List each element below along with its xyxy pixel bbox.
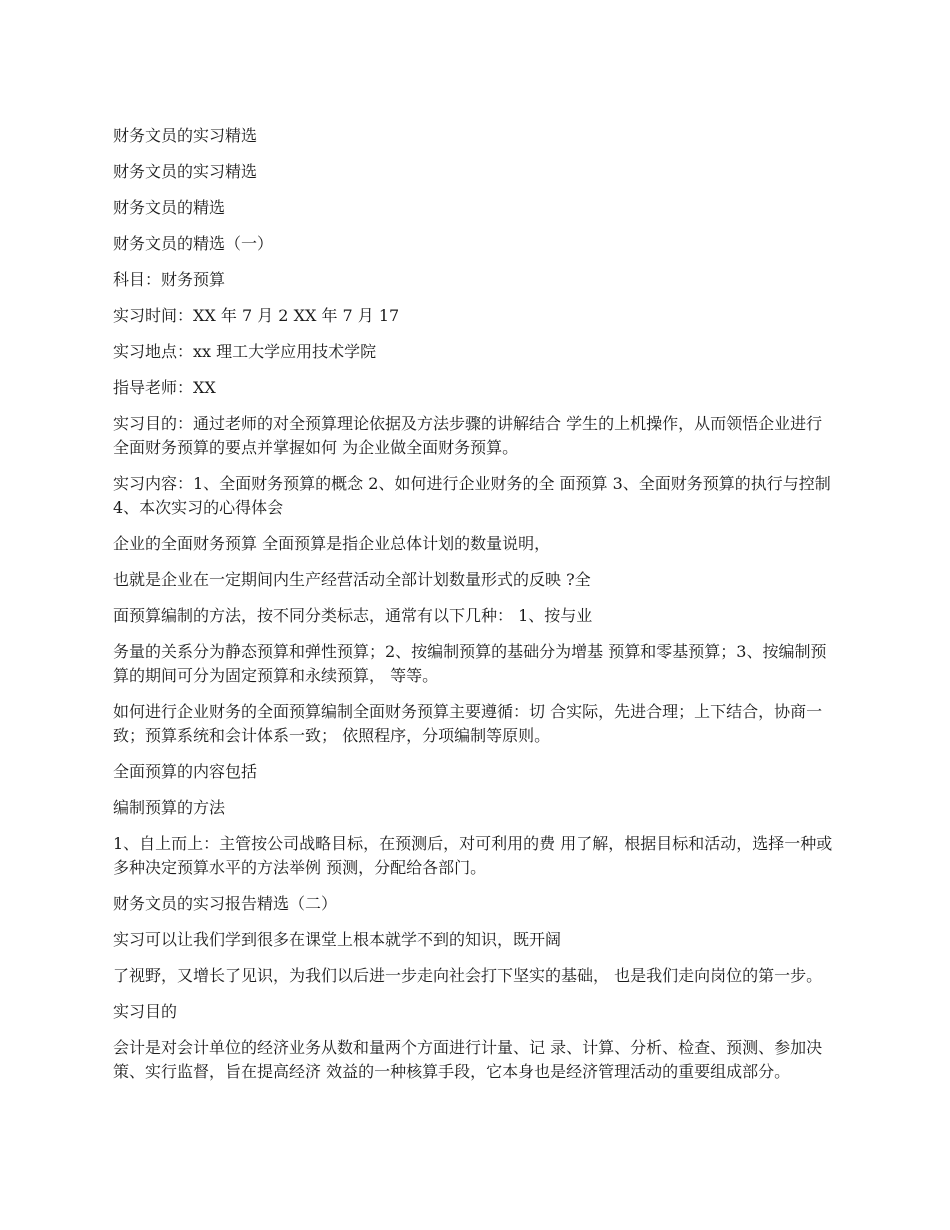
- body-paragraph: 会计是对会计单位的经济业务从数和量两个方面进行计量、记 录、计算、分析、检查、预测、参加决策、实行监督，旨在提高经济 效益的一种核算手段，它本身也是经济管理活动的重要组成部分。: [113, 1038, 823, 1081]
- body-paragraph: 企业的全面财务预算 全面预算是指企业总体计划的数量说明，: [113, 534, 551, 553]
- internship-time: 实习时间：XX 年 7 月 2 XX 年 7 月 17: [113, 306, 400, 325]
- body-paragraph: 务量的关系分为静态预算和弹性预算；2、按编制预算的基础分为增基 预算和零基预算；3、按编制预算的期间可分为固定预算和永续预算， 等等。: [113, 642, 827, 685]
- instructor-line: 指导老师：XX: [113, 378, 216, 397]
- body-paragraph: 实习可以让我们学到很多在课堂上根本就学不到的知识，既开阔: [113, 930, 562, 949]
- subheading: 编制预算的方法: [113, 798, 226, 817]
- internship-content: 实习内容：1、全面财务预算的概念 2、如何进行企业财务的全 面预算 3、全面财务预算的执行与控制 4、本次实习的心得体会: [113, 474, 831, 517]
- body-paragraph: 面预算编制的方法，按不同分类标志，通常有以下几种： 1、按与业: [113, 606, 593, 625]
- doc-subtitle: 财务文员的实习精选: [113, 162, 258, 181]
- document-body: [113, 124, 833, 1096]
- body-paragraph: 1、自上而上：主管按公司战略目标，在预测后，对可利用的费 用了解，根据目标和活动，选择一种或多种决定预算水平的方法举例 预测，分配给各部门。: [113, 834, 833, 877]
- subject-line: 科目：财务预算: [113, 270, 226, 289]
- doc-title: 财务文员的实习精选: [113, 126, 258, 145]
- subheading: 实习目的: [113, 1002, 178, 1021]
- subheading: 全面预算的内容包括: [113, 762, 258, 781]
- internship-location: 实习地点：xx 理工大学应用技术学院: [113, 342, 377, 361]
- body-paragraph: 了视野，又增长了见识，为我们以后进一步走向社会打下坚实的基础， 也是我们走向岗位的第一步。: [113, 966, 823, 985]
- internship-purpose: 实习目的：通过老师的对全预算理论依据及方法步骤的讲解结合 学生的上机操作，从而领悟企业进行全面财务预算的要点并掌握如何 为企业做全面财务预算。: [113, 414, 823, 457]
- section-heading-part-two: 财务文员的实习报告精选（二）: [113, 894, 338, 913]
- body-paragraph: 也就是企业在一定期间内生产经营活动全部计划数量形式的反映 ?全: [113, 570, 591, 589]
- section-heading-part-one: 财务文员的精选（一）: [113, 234, 274, 253]
- section-heading: 财务文员的精选: [113, 198, 226, 217]
- body-paragraph: 如何进行企业财务的全面预算编制全面财务预算主要遵循：切 合实际，先进合理；上下结合，协商一致；预算系统和会计体系一致； 依照程序，分项编制等原则。: [113, 702, 823, 745]
